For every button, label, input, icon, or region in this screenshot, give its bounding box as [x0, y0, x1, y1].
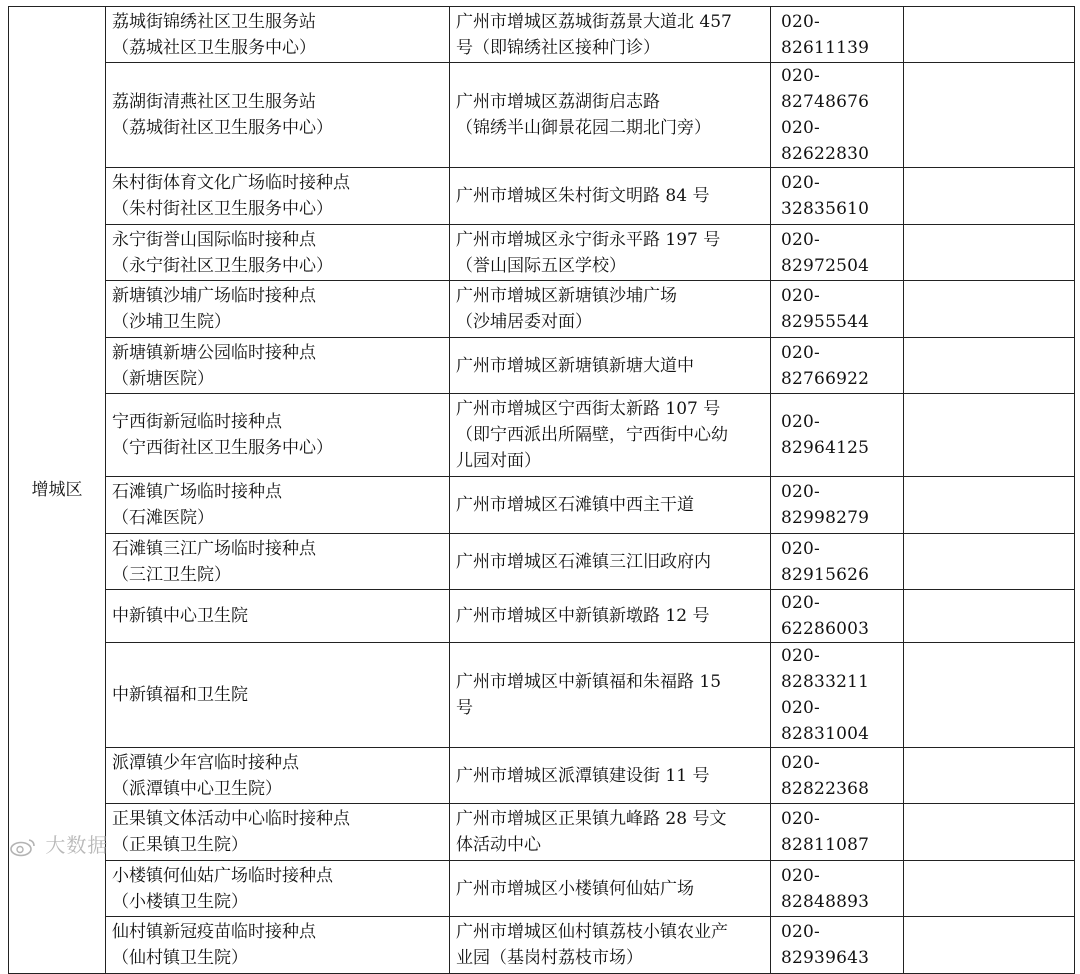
empty-cell — [904, 168, 1075, 225]
address-cell: 广州市增城区荔湖街启志路 （锦绣半山御景花园二期北门旁） — [450, 63, 771, 168]
site-name-cell: 宁西街新冠临时接种点 （宁西街社区卫生服务中心） — [106, 394, 450, 477]
table-row — [9, 225, 1075, 281]
table-row — [9, 748, 1075, 804]
site-name-cell: 荔湖街清燕社区卫生服务站 （荔城街社区卫生服务中心） — [106, 63, 450, 168]
site-name-cell: 仙村镇新冠疫苗临时接种点 （仙村镇卫生院） — [106, 917, 450, 974]
address-cell: 广州市增城区永宁街永平路 197 号 （誉山国际五区学校） — [450, 225, 771, 281]
address-cell: 广州市增城区石滩镇中西主干道 — [450, 477, 771, 534]
address-cell: 广州市增城区中新镇福和朱福路 15 号 — [450, 643, 771, 748]
empty-cell — [904, 804, 1075, 861]
address-cell: 广州市增城区新塘镇新塘大道中 — [450, 338, 771, 394]
site-name-cell: 新塘镇沙埔广场临时接种点 （沙埔卫生院） — [106, 281, 450, 338]
phone-cell: 020-82611139 — [771, 7, 904, 63]
empty-cell — [904, 281, 1075, 338]
phone-cell: 020-82748676 020-82622830 — [771, 63, 904, 168]
table-row — [9, 63, 1075, 168]
phone-cell: 020-82766922 — [771, 338, 904, 394]
phone-cell: 020-82998279 — [771, 477, 904, 534]
address-cell: 广州市增城区新塘镇沙埔广场 （沙埔居委对面） — [450, 281, 771, 338]
site-name-cell: 永宁街誉山国际临时接种点 （永宁街社区卫生服务中心） — [106, 225, 450, 281]
site-name-cell: 石滩镇三江广场临时接种点 （三江卫生院） — [106, 534, 450, 590]
site-name-cell: 派潭镇少年宫临时接种点 （派潭镇中心卫生院） — [106, 748, 450, 804]
address-cell: 广州市增城区小楼镇何仙姑广场 — [450, 861, 771, 917]
phone-cell: 020-82955544 — [771, 281, 904, 338]
empty-cell — [904, 534, 1075, 590]
empty-cell — [904, 477, 1075, 534]
table-row — [9, 917, 1075, 974]
address-cell: 广州市增城区石滩镇三江旧政府内 — [450, 534, 771, 590]
watermark — [8, 829, 108, 858]
phone-cell: 020-82939643 — [771, 917, 904, 974]
phone-cell: 020-82848893 — [771, 861, 904, 917]
empty-cell — [904, 643, 1075, 748]
phone-cell: 020-82964125 — [771, 394, 904, 477]
site-name-cell: 石滩镇广场临时接种点 （石滩医院） — [106, 477, 450, 534]
table-row — [9, 168, 1075, 225]
site-name-cell: 正果镇文体活动中心临时接种点 （正果镇卫生院） — [106, 804, 450, 861]
empty-cell — [904, 338, 1075, 394]
table-row — [9, 394, 1075, 477]
phone-cell: 020-82972504 — [771, 225, 904, 281]
site-name-cell: 荔城街锦绣社区卫生服务站 （荔城社区卫生服务中心） — [106, 7, 450, 63]
table-body — [9, 7, 1075, 974]
empty-cell — [904, 225, 1075, 281]
table-row — [9, 643, 1075, 748]
table-row — [9, 534, 1075, 590]
empty-cell — [904, 63, 1075, 168]
address-cell: 广州市增城区正果镇九峰路 28 号文 体活动中心 — [450, 804, 771, 861]
site-name-cell: 新塘镇新塘公园临时接种点 （新塘医院） — [106, 338, 450, 394]
empty-cell — [904, 748, 1075, 804]
table-row — [9, 7, 1075, 63]
phone-cell: 020-62286003 — [771, 590, 904, 643]
empty-cell — [904, 917, 1075, 974]
address-cell: 广州市增城区仙村镇荔枝小镇农业产 业园（基岗村荔枝市场） — [450, 917, 771, 974]
site-name-cell: 中新镇中心卫生院 — [106, 590, 450, 643]
table-row — [9, 338, 1075, 394]
phone-cell: 020-82822368 — [771, 748, 904, 804]
vaccination-sites-table — [8, 6, 1075, 974]
table-row — [9, 590, 1075, 643]
district-cell: 增城区 — [9, 7, 106, 974]
table-row — [9, 804, 1075, 861]
site-name-cell: 小楼镇何仙姑广场临时接种点 （小楼镇卫生院） — [106, 861, 450, 917]
table-row — [9, 477, 1075, 534]
phone-cell: 020-82833211 020-82831004 — [771, 643, 904, 748]
watermark-text: 大数据 — [45, 833, 109, 857]
address-cell: 广州市增城区中新镇新墩路 12 号 — [450, 590, 771, 643]
address-cell: 广州市增城区派潭镇建设街 11 号 — [450, 748, 771, 804]
address-cell: 广州市增城区荔城街荔景大道北 457 号（即锦绣社区接种门诊） — [450, 7, 771, 63]
site-name-cell: 朱村街体育文化广场临时接种点 （朱村街社区卫生服务中心） — [106, 168, 450, 225]
address-cell: 广州市增城区宁西街太新路 107 号 （即宁西派出所隔壁，宁西街中心幼 儿园对面） — [450, 394, 771, 477]
weibo-logo-icon — [8, 837, 38, 857]
phone-cell: 020-82811087 — [771, 804, 904, 861]
site-name-cell: 中新镇福和卫生院 — [106, 643, 450, 748]
empty-cell — [904, 7, 1075, 63]
empty-cell — [904, 590, 1075, 643]
table-row — [9, 861, 1075, 917]
phone-cell: 020-82915626 — [771, 534, 904, 590]
empty-cell — [904, 394, 1075, 477]
phone-cell: 020-32835610 — [771, 168, 904, 225]
address-cell: 广州市增城区朱村街文明路 84 号 — [450, 168, 771, 225]
table-row — [9, 281, 1075, 338]
empty-cell — [904, 861, 1075, 917]
